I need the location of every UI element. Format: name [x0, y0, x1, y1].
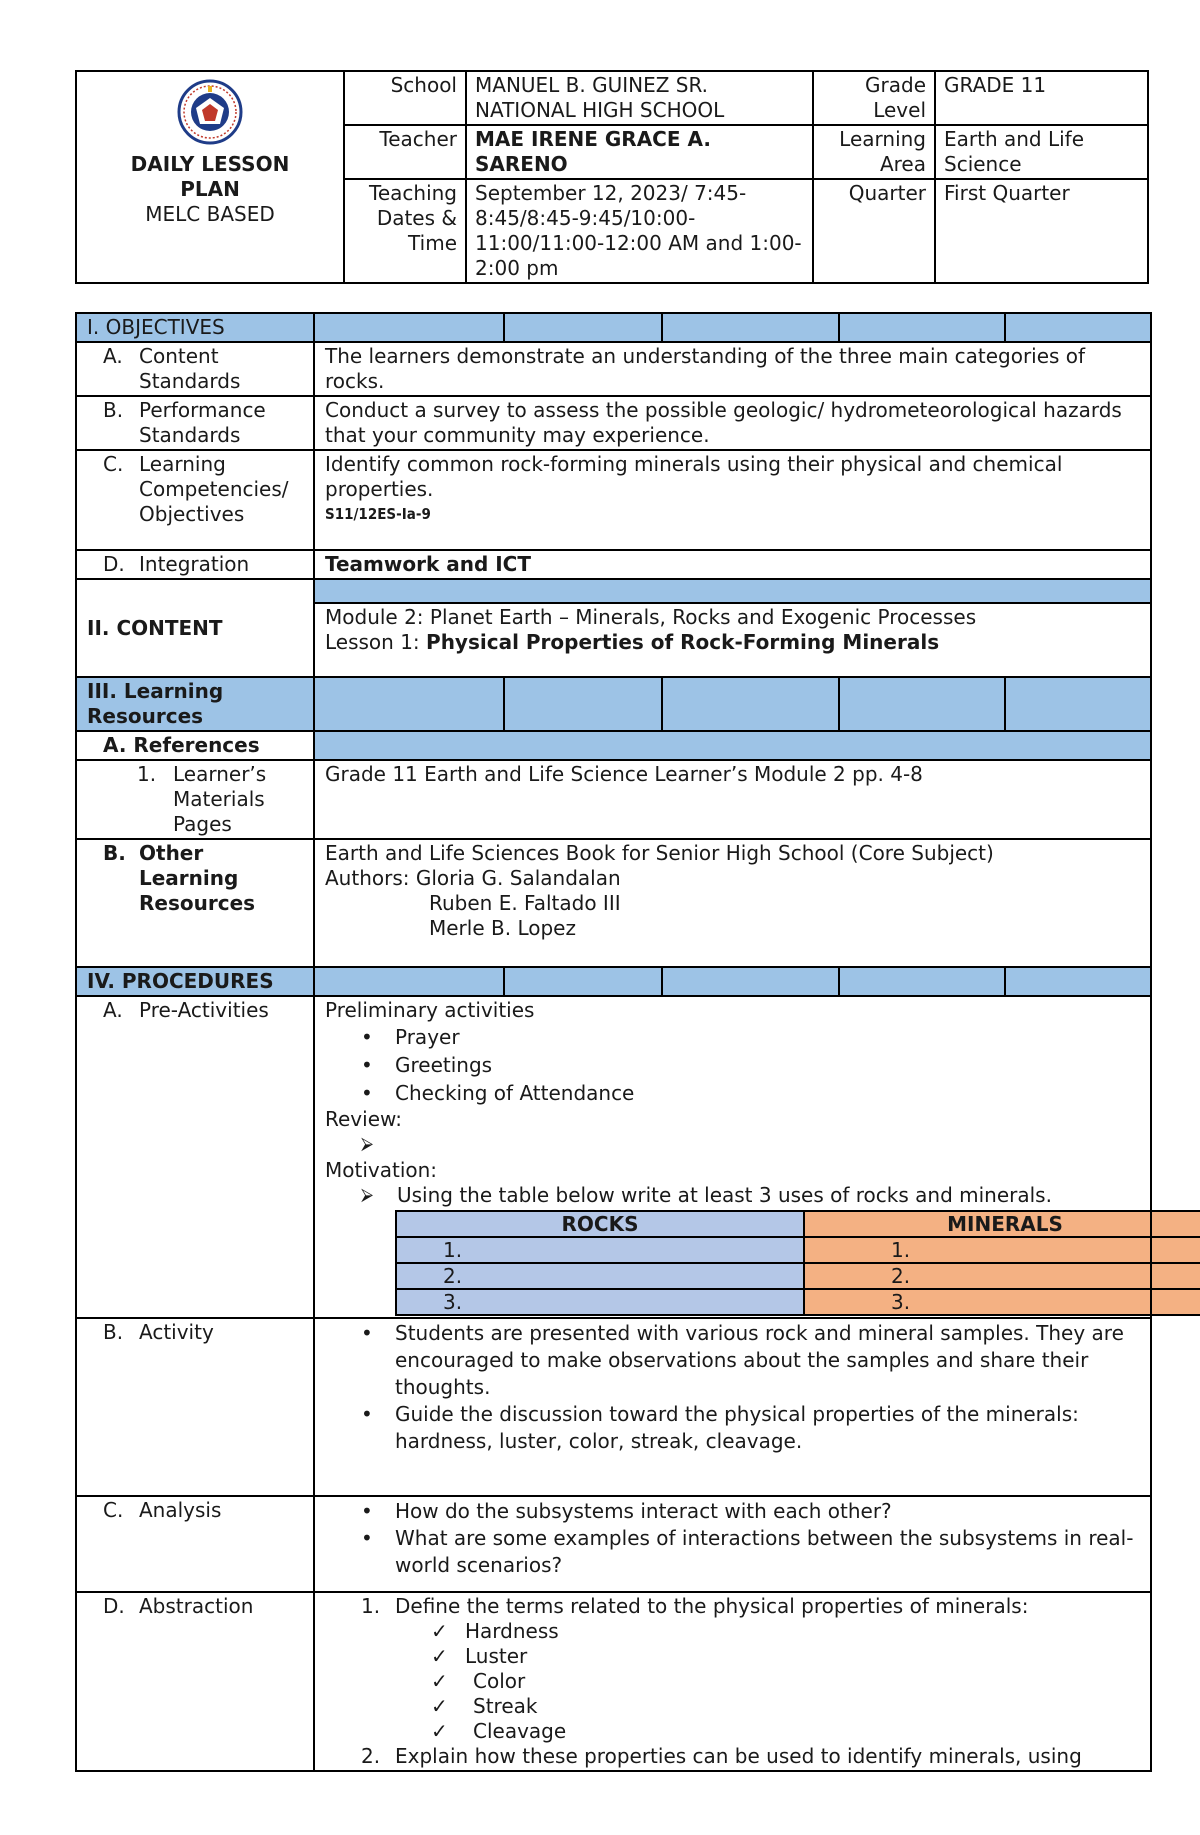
list-item: • Checking of Attendance: [395, 1079, 1140, 1107]
objectives-blank-3: [662, 313, 839, 342]
content-standards-label: [76, 342, 314, 396]
motivation-item: [325, 1183, 1140, 1208]
term-text: Hardness: [465, 1619, 559, 1643]
abstraction-text: Abstraction: [139, 1594, 254, 1618]
content-standards-value: The learners demonstrate an understanding of the three main categories of rocks.: [314, 342, 1151, 396]
checkmark-icon: ✓: [431, 1719, 448, 1743]
teacher-value: MAE IRENE GRACE A. SARENO: [466, 125, 813, 179]
book-title: Earth and Life Sciences Book for Senior High School (Core Subject): [325, 841, 994, 865]
grade-label-line-2: Level: [873, 98, 926, 122]
resources-heading: III. Learning Resources: [76, 677, 314, 731]
step-number: 2.: [361, 1744, 381, 1768]
term-item: [325, 1644, 1140, 1669]
integration-text: Integration: [139, 552, 250, 576]
checkmark-icon: ✓: [431, 1619, 448, 1643]
resources-blank-4: [839, 677, 1005, 731]
preliminary-label: Preliminary activities: [325, 998, 535, 1022]
header-table: [75, 70, 1149, 284]
dates-label-line-1: Teaching: [369, 181, 457, 205]
minerals-cell[interactable]: 2.: [804, 1263, 1200, 1289]
learners-materials-value: Grade 11 Earth and Life Science Learner’s Module 2 pp. 4-8: [314, 760, 1151, 839]
step-1-text: Define the terms related to the physical properties of minerals:: [395, 1594, 1029, 1618]
content-heading: II. CONTENT: [76, 579, 314, 677]
pre-activities-letter: A.: [103, 998, 123, 1022]
references-blank-bar: [314, 731, 1151, 760]
term-item: [325, 1694, 1140, 1719]
school-value: MANUEL B. GUINEZ SR. NATIONAL HIGH SCHOOL: [466, 71, 813, 125]
resources-blank-5: [1005, 677, 1151, 731]
learners-materials-number: 1.: [137, 762, 157, 786]
list-item: • What are some examples of interactions between the subsystems in real-world scenarios?: [395, 1525, 1140, 1579]
performance-standards-label: [76, 396, 314, 450]
author-3: Merle B. Lopez: [429, 916, 576, 940]
minerals-header: MINERALS: [804, 1211, 1200, 1237]
learning-area-value: Earth and Life Science: [935, 125, 1148, 179]
grade-label: [813, 71, 935, 125]
resources-blank-2: [504, 677, 662, 731]
competencies-text: Learning Competencies/ Objectives: [139, 452, 289, 526]
step-number: 1.: [361, 1594, 381, 1618]
analysis-value: [314, 1496, 1151, 1592]
abstraction-step-1: [325, 1594, 1140, 1619]
other-resources-value: [314, 839, 1151, 967]
arrow-bullet-icon: ⮚: [361, 1134, 374, 1154]
table-row: [396, 1263, 1200, 1289]
list-item: • Prayer: [395, 1023, 1140, 1051]
lesson-line: [325, 630, 1140, 655]
minerals-cell[interactable]: 1.: [804, 1237, 1200, 1263]
list-item: • Students are presented with various rock and mineral samples. They are encouraged to make observations about the samples and share their thoughts.: [395, 1320, 1140, 1401]
learners-materials-text: Learner’s Materials Pages: [173, 762, 267, 836]
teacher-label: Teacher: [344, 125, 466, 179]
term-item: [325, 1669, 1140, 1694]
minerals-cell[interactable]: 3.: [804, 1289, 1200, 1315]
table-row: [396, 1289, 1200, 1315]
deped-seal-icon: [174, 78, 246, 146]
title-line-2: PLAN: [180, 177, 240, 201]
rocks-cell[interactable]: 2.: [396, 1263, 804, 1289]
header-logo-cell: [76, 71, 344, 283]
performance-standards-letter: B.: [103, 398, 124, 422]
review-item: [325, 1132, 1140, 1158]
grade-label-line-1: Grade: [865, 73, 926, 97]
procedures-blank-1: [314, 967, 504, 996]
checkmark-icon: ✓: [431, 1669, 448, 1693]
step-2-text: Explain how these properties can be used to identify minerals, using: [395, 1744, 1082, 1768]
other-resources-label: [76, 839, 314, 967]
author-2: Ruben E. Faltado III: [429, 891, 621, 915]
other-resources-letter: B.: [103, 841, 126, 865]
content-blank-bar: [314, 579, 1151, 603]
analysis-letter: C.: [103, 1498, 124, 1522]
resources-blank-1: [314, 677, 504, 731]
objectives-blank-4: [839, 313, 1005, 342]
list-item: • How do the subsystems interact with each other?: [395, 1498, 1140, 1525]
rocks-cell[interactable]: 3.: [396, 1289, 804, 1315]
learning-area-label: [813, 125, 935, 179]
list-item: • Greetings: [395, 1051, 1140, 1079]
dates-label-line-2: Dates &: [376, 206, 457, 230]
quarter-label: Quarter: [813, 179, 935, 283]
dates-label: [344, 179, 466, 283]
procedures-heading: IV. PROCEDURES: [76, 967, 314, 996]
resources-blank-3: [662, 677, 839, 731]
integration-value: Teamwork and ICT: [314, 550, 1151, 579]
learning-area-label-line-2: Area: [879, 152, 926, 176]
content-value: [314, 603, 1151, 677]
checkmark-icon: ✓: [431, 1694, 448, 1718]
objectives-blank-1: [314, 313, 504, 342]
competency-code: S11/12ES-Ia-9: [325, 505, 431, 523]
school-label: School: [344, 71, 466, 125]
rocks-cell[interactable]: 1.: [396, 1237, 804, 1263]
dates-label-line-3: Time: [408, 231, 457, 255]
analysis-text: Analysis: [139, 1498, 222, 1522]
term-item: [325, 1719, 1140, 1744]
pre-activities-text: Pre-Activities: [139, 998, 269, 1022]
preliminary-list: [325, 1023, 1140, 1107]
term-item: [325, 1619, 1140, 1644]
integration-label: [76, 550, 314, 579]
subtitle: MELC BASED: [145, 202, 275, 226]
abstraction-step-2: [325, 1744, 1140, 1769]
lesson-table: [75, 312, 1152, 1772]
list-item: • Guide the discussion toward the physical properties of the minerals: hardness, luster, color, streak, cleavage.: [395, 1401, 1140, 1455]
performance-standards-value: Conduct a survey to assess the possible geologic/ hydrometeorological hazards that your community may experience.: [314, 396, 1151, 450]
objectives-heading: I. OBJECTIVES: [76, 313, 314, 342]
grade-value: GRADE 11: [935, 71, 1148, 125]
module-text: Module 2: Planet Earth – Minerals, Rocks and Exogenic Processes: [325, 605, 977, 629]
arrow-bullet-icon: ⮚: [361, 1185, 374, 1205]
title-line-1: DAILY LESSON: [130, 152, 290, 176]
activity-value: [314, 1318, 1151, 1496]
other-resources-text: Other Learning Resources: [139, 841, 256, 915]
references-heading: A. References: [76, 731, 314, 760]
performance-standards-text: Performance Standards: [139, 398, 266, 447]
procedures-blank-5: [1005, 967, 1151, 996]
learning-area-label-line-1: Learning: [839, 127, 926, 151]
objectives-blank-5: [1005, 313, 1151, 342]
authors-label: Authors:: [325, 866, 416, 890]
competencies-label: [76, 450, 314, 550]
procedures-blank-2: [504, 967, 662, 996]
rocks-header: ROCKS: [396, 1211, 804, 1237]
activity-text: Activity: [139, 1320, 214, 1344]
analysis-list: [325, 1498, 1140, 1579]
content-standards-text: Content Standards: [139, 344, 241, 393]
checkmark-icon: ✓: [431, 1644, 448, 1668]
competencies-letter: C.: [103, 452, 124, 476]
quarter-value: First Quarter: [935, 179, 1148, 283]
procedures-blank-4: [839, 967, 1005, 996]
author-1: Gloria G. Salandalan: [415, 866, 621, 890]
authors-line: [325, 866, 1140, 891]
content-standards-letter: A.: [103, 344, 123, 368]
integration-letter: D.: [103, 552, 125, 576]
objectives-blank-2: [504, 313, 662, 342]
abstraction-value: [314, 1592, 1151, 1771]
activity-list: [325, 1320, 1140, 1455]
activity-label: [76, 1318, 314, 1496]
lesson-title: Physical Properties of Rock-Forming Minerals: [426, 630, 940, 654]
term-text: Luster: [465, 1644, 528, 1668]
rocks-minerals-table: [395, 1210, 1200, 1316]
motivation-label: Motivation:: [325, 1158, 438, 1182]
lesson-prefix: Lesson 1:: [325, 630, 427, 654]
competencies-value: [314, 450, 1151, 550]
abstraction-label: [76, 1592, 314, 1771]
term-text: Cleavage: [473, 1719, 567, 1743]
analysis-label: [76, 1496, 314, 1592]
review-label: Review:: [325, 1107, 403, 1131]
table-row: [396, 1237, 1200, 1263]
dates-value: September 12, 2023/ 7:45-8:45/8:45-9:45/10:00-11:00/11:00-12:00 AM and 1:00-2:00 pm: [466, 179, 813, 283]
competencies-text-value: Identify common rock-forming minerals using their physical and chemical properties.: [325, 452, 1063, 501]
pre-activities-label: [76, 996, 314, 1318]
learners-materials-label: [76, 760, 314, 839]
term-text: Streak: [473, 1694, 538, 1718]
pre-activities-value: [314, 996, 1151, 1318]
abstraction-letter: D.: [103, 1594, 125, 1618]
motivation-text: Using the table below write at least 3 uses of rocks and minerals.: [397, 1183, 1052, 1207]
procedures-blank-3: [662, 967, 839, 996]
activity-letter: B.: [103, 1320, 124, 1344]
term-text: Color: [473, 1669, 526, 1693]
